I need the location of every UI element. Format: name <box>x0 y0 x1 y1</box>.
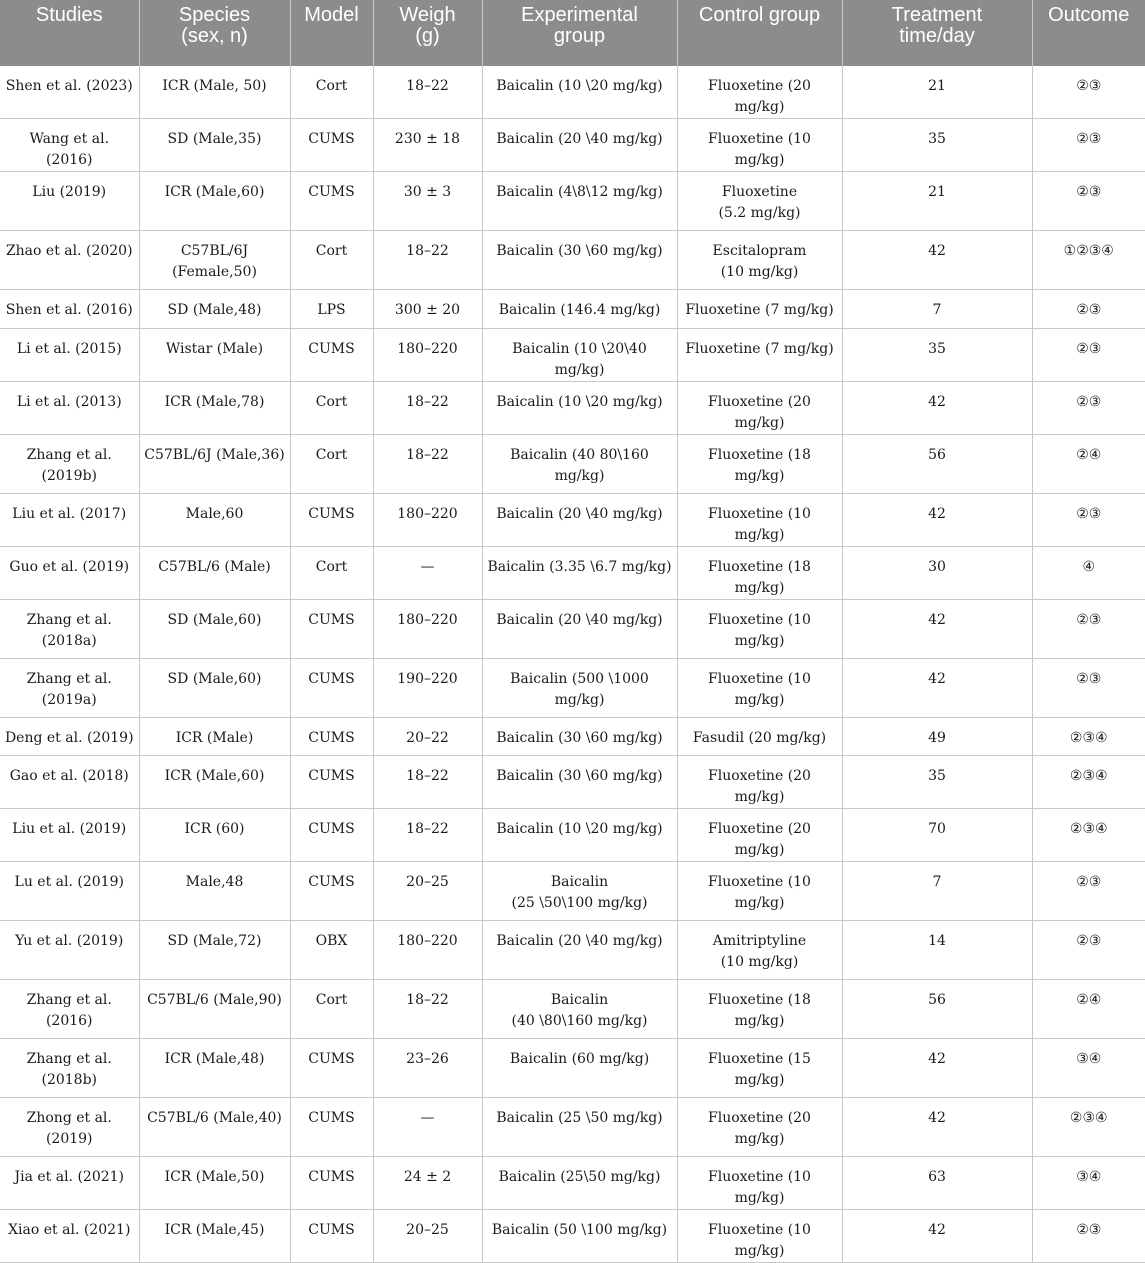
cell-model: Cort <box>290 434 373 493</box>
cell-model: Cort <box>290 980 373 1039</box>
cell-weight: 18–22 <box>373 980 482 1039</box>
cell-experimental-group: Baicalin (60 mg/kg) <box>482 1039 677 1098</box>
cell-study: Liu et al. (2019) <box>0 809 139 862</box>
cell-experimental-group: Baicalin (30 \60 mg/kg) <box>482 756 677 809</box>
cell-experimental-group: Baicalin (30 \60 mg/kg) <box>482 717 677 756</box>
cell-model: CUMS <box>290 1210 373 1263</box>
table-row <box>0 862 1145 921</box>
cell-study: Zhong et al. (2019) <box>0 1098 139 1157</box>
cell-weight: 20–22 <box>373 717 482 756</box>
cell-treatment-days: 56 <box>842 980 1032 1039</box>
cell-treatment-days: 42 <box>842 381 1032 434</box>
cell-outcome: ②③ <box>1032 381 1145 434</box>
cell-weight: 20–25 <box>373 1210 482 1263</box>
cell-outcome: ②④ <box>1032 434 1145 493</box>
cell-weight: 180–220 <box>373 493 482 546</box>
cell-treatment-days: 7 <box>842 290 1032 329</box>
cell-weight: 30 ± 3 <box>373 172 482 231</box>
cell-model: CUMS <box>290 1098 373 1157</box>
table-row <box>0 381 1145 434</box>
cell-species: ICR (Male,45) <box>139 1210 290 1263</box>
cell-outcome: ②④ <box>1032 980 1145 1039</box>
cell-weight: 18–22 <box>373 756 482 809</box>
cell-experimental-group: Baicalin (10 \20 mg/kg) <box>482 809 677 862</box>
cell-control-group: Fluoxetine (20 mg/kg) <box>677 381 842 434</box>
cell-species: SD (Male,60) <box>139 658 290 717</box>
header-control-group: Control group <box>677 0 842 66</box>
cell-treatment-days: 42 <box>842 231 1032 290</box>
cell-weight: 230 ± 18 <box>373 119 482 172</box>
cell-treatment-days: 21 <box>842 172 1032 231</box>
table-row <box>0 290 1145 329</box>
cell-species: ICR (Male) <box>139 717 290 756</box>
cell-outcome: ②③ <box>1032 119 1145 172</box>
cell-study: Zhang et al. (2016) <box>0 980 139 1039</box>
header-treatment-time: Treatment time/day <box>842 0 1032 66</box>
cell-model: CUMS <box>290 172 373 231</box>
cell-species: ICR (Male,78) <box>139 381 290 434</box>
cell-outcome: ③④ <box>1032 1157 1145 1210</box>
header-model: Model <box>290 0 373 66</box>
cell-experimental-group: Baicalin (10 \20 mg/kg) <box>482 381 677 434</box>
cell-weight: 18–22 <box>373 434 482 493</box>
cell-species: C57BL/6J (Female,50) <box>139 231 290 290</box>
cell-control-group: Fluoxetine (7 mg/kg) <box>677 290 842 329</box>
cell-treatment-days: 35 <box>842 119 1032 172</box>
cell-control-group: Fluoxetine (10 mg/kg) <box>677 1210 842 1263</box>
cell-experimental-group: Baicalin (20 \40 mg/kg) <box>482 599 677 658</box>
cell-model: CUMS <box>290 1157 373 1210</box>
table-row <box>0 434 1145 493</box>
cell-model: CUMS <box>290 1039 373 1098</box>
cell-study: Li et al. (2015) <box>0 328 139 381</box>
cell-treatment-days: 63 <box>842 1157 1032 1210</box>
cell-control-group: Fluoxetine (20 mg/kg) <box>677 66 842 119</box>
cell-model: CUMS <box>290 756 373 809</box>
cell-species: ICR (Male,60) <box>139 172 290 231</box>
cell-treatment-days: 7 <box>842 862 1032 921</box>
cell-outcome: ③④ <box>1032 1039 1145 1098</box>
cell-control-group: Fluoxetine (18 mg/kg) <box>677 434 842 493</box>
cell-outcome: ②③ <box>1032 328 1145 381</box>
cell-experimental-group: Baicalin (20 \40 mg/kg) <box>482 119 677 172</box>
cell-control-group: Fluoxetine (10 mg/kg) <box>677 658 842 717</box>
cell-study: Liu et al. (2017) <box>0 493 139 546</box>
cell-species: ICR (Male, 50) <box>139 66 290 119</box>
header-row <box>0 0 1145 66</box>
cell-weight: 180–220 <box>373 328 482 381</box>
cell-experimental-group: Baicalin (10 \20\40 mg/kg) <box>482 328 677 381</box>
cell-control-group: Fluoxetine (7 mg/kg) <box>677 328 842 381</box>
cell-outcome: ②③④ <box>1032 1098 1145 1157</box>
cell-model: Cort <box>290 66 373 119</box>
cell-species: C57BL/6J (Male,36) <box>139 434 290 493</box>
cell-study: Zhang et al. (2019b) <box>0 434 139 493</box>
cell-model: CUMS <box>290 119 373 172</box>
cell-outcome: ②③ <box>1032 493 1145 546</box>
cell-model: CUMS <box>290 862 373 921</box>
cell-treatment-days: 70 <box>842 809 1032 862</box>
cell-study: Li et al. (2013) <box>0 381 139 434</box>
table-row <box>0 1039 1145 1098</box>
table-row <box>0 328 1145 381</box>
cell-study: Shen et al. (2023) <box>0 66 139 119</box>
cell-study: Jia et al. (2021) <box>0 1157 139 1210</box>
cell-experimental-group: Baicalin (50 \100 mg/kg) <box>482 1210 677 1263</box>
cell-model: LPS <box>290 290 373 329</box>
cell-treatment-days: 14 <box>842 921 1032 980</box>
cell-species: ICR (60) <box>139 809 290 862</box>
cell-weight: 300 ± 20 <box>373 290 482 329</box>
cell-control-group: Fluoxetine (20 mg/kg) <box>677 756 842 809</box>
table-row <box>0 809 1145 862</box>
cell-model: Cort <box>290 546 373 599</box>
cell-model: OBX <box>290 921 373 980</box>
header-outcome: Outcome <box>1032 0 1145 66</box>
cell-experimental-group: Baicalin (146.4 mg/kg) <box>482 290 677 329</box>
cell-weight: 180–220 <box>373 599 482 658</box>
table-row <box>0 980 1145 1039</box>
cell-treatment-days: 42 <box>842 658 1032 717</box>
cell-species: C57BL/6 (Male,40) <box>139 1098 290 1157</box>
cell-experimental-group: Baicalin (40 80\160 mg/kg) <box>482 434 677 493</box>
cell-weight: 24 ± 2 <box>373 1157 482 1210</box>
cell-outcome: ①②③④ <box>1032 231 1145 290</box>
cell-outcome: ④ <box>1032 546 1145 599</box>
cell-control-group: Fluoxetine (10 mg/kg) <box>677 599 842 658</box>
cell-species: SD (Male,60) <box>139 599 290 658</box>
table-header <box>0 0 1145 66</box>
cell-control-group: Fluoxetine (18 mg/kg) <box>677 980 842 1039</box>
cell-species: ICR (Male,48) <box>139 1039 290 1098</box>
cell-outcome: ②③ <box>1032 599 1145 658</box>
cell-model: CUMS <box>290 658 373 717</box>
cell-study: Guo et al. (2019) <box>0 546 139 599</box>
table-row <box>0 921 1145 980</box>
cell-study: Liu (2019) <box>0 172 139 231</box>
cell-experimental-group: Baicalin (20 \40 mg/kg) <box>482 493 677 546</box>
cell-treatment-days: 21 <box>842 66 1032 119</box>
cell-experimental-group: Baicalin (30 \60 mg/kg) <box>482 231 677 290</box>
cell-experimental-group: Baicalin (25\50 mg/kg) <box>482 1157 677 1210</box>
cell-study: Zhang et al. (2019a) <box>0 658 139 717</box>
cell-outcome: ②③④ <box>1032 756 1145 809</box>
cell-study: Wang et al. (2016) <box>0 119 139 172</box>
cell-weight: — <box>373 546 482 599</box>
cell-weight: 18–22 <box>373 809 482 862</box>
cell-outcome: ②③ <box>1032 658 1145 717</box>
cell-species: SD (Male,48) <box>139 290 290 329</box>
table-row <box>0 658 1145 717</box>
cell-study: Shen et al. (2016) <box>0 290 139 329</box>
cell-control-group: Fluoxetine (20 mg/kg) <box>677 1098 842 1157</box>
table-row <box>0 493 1145 546</box>
table-row <box>0 231 1145 290</box>
cell-model: CUMS <box>290 493 373 546</box>
cell-treatment-days: 35 <box>842 328 1032 381</box>
cell-model: Cort <box>290 231 373 290</box>
table-body <box>0 66 1145 1263</box>
table-row <box>0 66 1145 119</box>
cell-control-group: Fluoxetine (10 mg/kg) <box>677 493 842 546</box>
cell-treatment-days: 56 <box>842 434 1032 493</box>
cell-control-group: Escitalopram (10 mg/kg) <box>677 231 842 290</box>
table-row <box>0 172 1145 231</box>
cell-species: ICR (Male,60) <box>139 756 290 809</box>
cell-model: Cort <box>290 381 373 434</box>
cell-outcome: ②③④ <box>1032 809 1145 862</box>
cell-control-group: Fasudil (20 mg/kg) <box>677 717 842 756</box>
cell-treatment-days: 30 <box>842 546 1032 599</box>
cell-treatment-days: 42 <box>842 1210 1032 1263</box>
cell-control-group: Fluoxetine (10 mg/kg) <box>677 119 842 172</box>
cell-study: Yu et al. (2019) <box>0 921 139 980</box>
cell-weight: 18–22 <box>373 231 482 290</box>
cell-experimental-group: Baicalin (40 \80\160 mg/kg) <box>482 980 677 1039</box>
cell-experimental-group: Baicalin (10 \20 mg/kg) <box>482 66 677 119</box>
cell-treatment-days: 42 <box>842 1098 1032 1157</box>
cell-outcome: ②③ <box>1032 1210 1145 1263</box>
cell-treatment-days: 42 <box>842 599 1032 658</box>
cell-species: ICR (Male,50) <box>139 1157 290 1210</box>
cell-control-group: Fluoxetine (10 mg/kg) <box>677 862 842 921</box>
cell-study: Deng et al. (2019) <box>0 717 139 756</box>
table-row <box>0 1157 1145 1210</box>
cell-outcome: ②③④ <box>1032 717 1145 756</box>
cell-species: SD (Male,35) <box>139 119 290 172</box>
cell-control-group: Fluoxetine (5.2 mg/kg) <box>677 172 842 231</box>
table-row <box>0 717 1145 756</box>
cell-species: C57BL/6 (Male) <box>139 546 290 599</box>
table-row <box>0 1210 1145 1263</box>
cell-outcome: ②③ <box>1032 66 1145 119</box>
cell-treatment-days: 49 <box>842 717 1032 756</box>
cell-outcome: ②③ <box>1032 172 1145 231</box>
cell-model: CUMS <box>290 717 373 756</box>
header-studies: Studies <box>0 0 139 66</box>
table-row <box>0 546 1145 599</box>
cell-outcome: ②③ <box>1032 921 1145 980</box>
header-weigh: Weigh (g) <box>373 0 482 66</box>
cell-treatment-days: 42 <box>842 1039 1032 1098</box>
cell-model: CUMS <box>290 328 373 381</box>
header-experimental-group: Experimental group <box>482 0 677 66</box>
cell-control-group: Fluoxetine (10 mg/kg) <box>677 1157 842 1210</box>
cell-outcome: ②③ <box>1032 290 1145 329</box>
cell-study: Gao et al. (2018) <box>0 756 139 809</box>
cell-experimental-group: Baicalin (3.35 \6.7 mg/kg) <box>482 546 677 599</box>
cell-control-group: Amitriptyline (10 mg/kg) <box>677 921 842 980</box>
cell-species: Male,48 <box>139 862 290 921</box>
cell-treatment-days: 42 <box>842 493 1032 546</box>
cell-model: CUMS <box>290 599 373 658</box>
cell-study: Zhao et al. (2020) <box>0 231 139 290</box>
cell-study: Xiao et al. (2021) <box>0 1210 139 1263</box>
cell-weight: 190–220 <box>373 658 482 717</box>
header-species: Species (sex, n) <box>139 0 290 66</box>
cell-weight: 23–26 <box>373 1039 482 1098</box>
table-row <box>0 1098 1145 1157</box>
cell-weight: — <box>373 1098 482 1157</box>
cell-species: Male,60 <box>139 493 290 546</box>
cell-study: Lu et al. (2019) <box>0 862 139 921</box>
table-row <box>0 756 1145 809</box>
cell-weight: 18–22 <box>373 381 482 434</box>
cell-weight: 180–220 <box>373 921 482 980</box>
cell-control-group: Fluoxetine (20 mg/kg) <box>677 809 842 862</box>
cell-control-group: Fluoxetine (15 mg/kg) <box>677 1039 842 1098</box>
cell-weight: 20–25 <box>373 862 482 921</box>
cell-outcome: ②③ <box>1032 862 1145 921</box>
cell-species: C57BL/6 (Male,90) <box>139 980 290 1039</box>
table-row <box>0 599 1145 658</box>
cell-control-group: Fluoxetine (18 mg/kg) <box>677 546 842 599</box>
cell-experimental-group: Baicalin (25 \50 mg/kg) <box>482 1098 677 1157</box>
cell-experimental-group: Baicalin (500 \1000 mg/kg) <box>482 658 677 717</box>
cell-treatment-days: 35 <box>842 756 1032 809</box>
cell-experimental-group: Baicalin (25 \50\100 mg/kg) <box>482 862 677 921</box>
cell-experimental-group: Baicalin (4\8\12 mg/kg) <box>482 172 677 231</box>
cell-model: CUMS <box>290 809 373 862</box>
table-row <box>0 119 1145 172</box>
cell-experimental-group: Baicalin (20 \40 mg/kg) <box>482 921 677 980</box>
cell-weight: 18–22 <box>373 66 482 119</box>
cell-species: SD (Male,72) <box>139 921 290 980</box>
cell-study: Zhang et al. (2018a) <box>0 599 139 658</box>
cell-species: Wistar (Male) <box>139 328 290 381</box>
cell-study: Zhang et al. (2018b) <box>0 1039 139 1098</box>
